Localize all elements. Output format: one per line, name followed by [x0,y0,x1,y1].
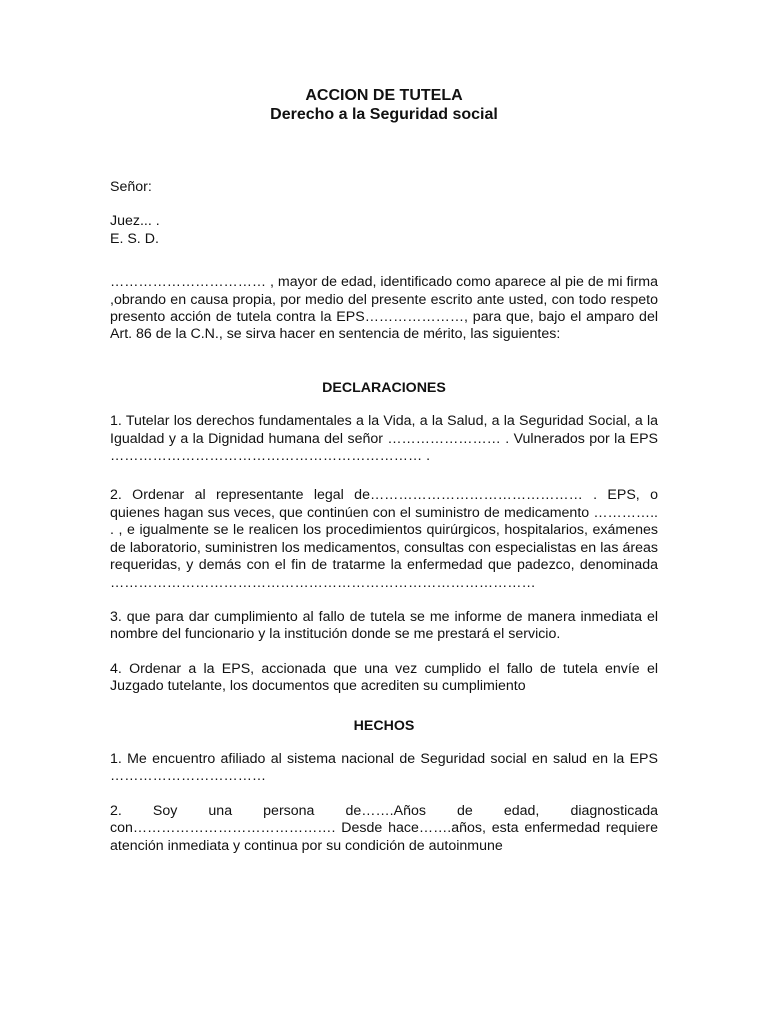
declaracion-item: 1. Tutelar los derechos fundamentales a la Vida, a la Salud, a la Seguridad Social, a la Igualdad y a la Dignidad humana del señor …………………… . Vulnerados por la EPS ………………………………………………………… . [110,413,658,465]
declaracion-item: 3. que para dar cumplimiento al fallo de tutela se me informe de manera inmediata el nombre del funcionario y la institución donde se me prestará el servicio. [110,608,658,643]
intro-paragraph: …………………………… , mayor de edad, identificado como aparece al pie de mi firma ,obrando en causa propia, por medio del presente escrito ante usted, con todo respeto presento acción de tutela contra la EPS…………………, para que, bajo el amparo del Art. 86 de la C.N., se sirva hacer en sentencia de mérito, las siguientes: [110,274,658,343]
addressee-esd: E. S. D. [110,230,159,247]
hechos-heading: HECHOS [353,717,415,734]
declaracion-item: 2. Ordenar al representante legal de……………………………………… . EPS, o quienes hagan sus veces, que continúen con el suministro de medicamento ………….. . , e igualmente se le realicen los procedimientos quirúrgicos, hospitalarios, exámenes de laboratorio, suministren los medicamentos, consultas con especialistas en las áreas requeridas, y demás con el fin de tratarme la enfermedad que padezco, denominada ……………………………………………………………………………… [110,487,658,591]
declaraciones-heading: DECLARACIONES [322,379,446,396]
hecho-item: 2. Soy una persona de…….Años de edad, diagnosticada con……………………………………. Desde hace…….años, esta enfermedad requiere atención inmediata y continua por su condición de autoinmune [110,802,658,854]
addressee-judge: Juez... . [110,213,160,230]
hecho-item: 1. Me encuentro afiliado al sistema nacional de Seguridad social en salud en la EPS …………………………… [110,750,658,785]
declaracion-item: 4. Ordenar a la EPS, accionada que una vez cumplido el fallo de tutela envíe el Juzgado tutelante, los documentos que acrediten su cumplimiento [110,660,658,695]
document-title: ACCION DE TUTELA [305,87,463,104]
document-body [110,86,658,855]
document-subtitle: Derecho a la Seguridad social [270,106,498,123]
salutation: Señor: [110,179,152,195]
